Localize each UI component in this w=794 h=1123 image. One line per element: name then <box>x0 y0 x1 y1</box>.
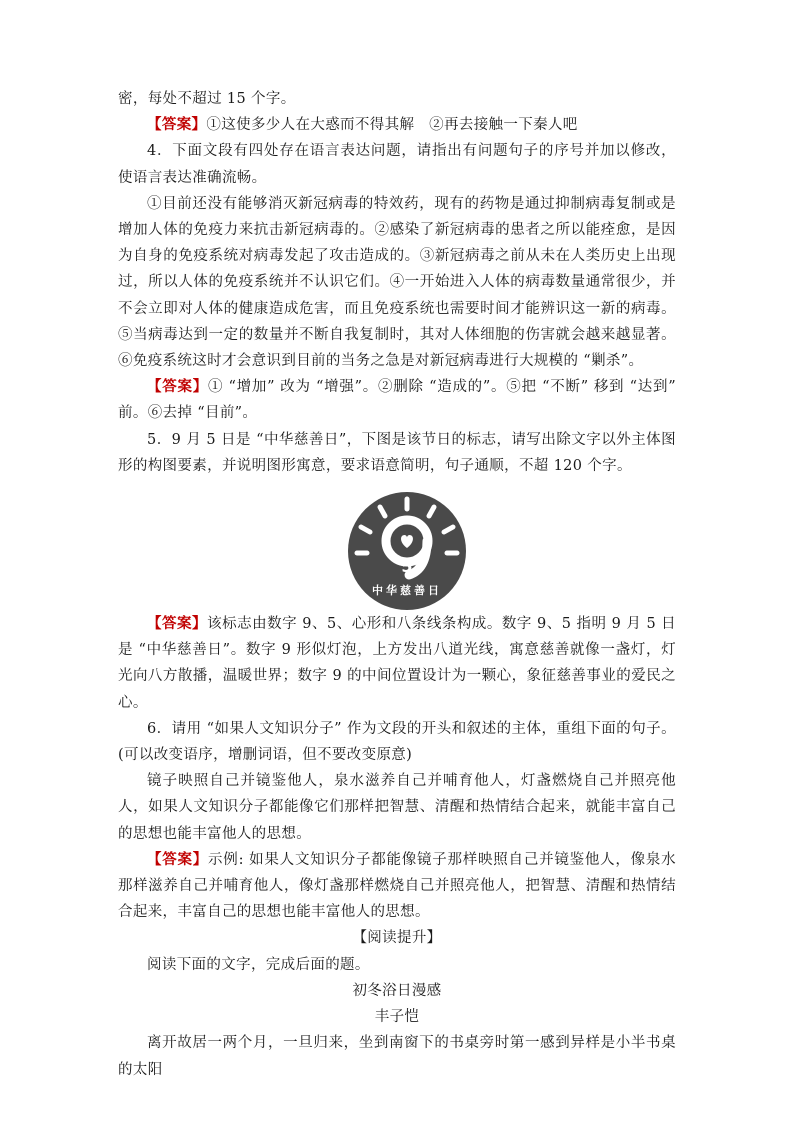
intro-line: 密，每处不超过 15 个字。 <box>118 91 296 107</box>
section-title: 【阅读提升】 <box>352 930 442 947</box>
answer-4 <box>118 374 676 426</box>
answer-3 <box>118 112 676 138</box>
answer-tag: 【答案】 <box>147 378 208 396</box>
charity-day-logo <box>347 491 467 611</box>
essay-first-line: 离开故居一两个月，一旦归来，坐到南窗下的书桌旁时第一感到异样是小半书桌的太阳 <box>118 1035 676 1078</box>
answer-6 <box>118 847 676 926</box>
question-6-passage: 镜子映照自己并镜鉴他人，泉水滋养自己并哺育他人，灯盏燃烧自己并照亮他人，如果人文知识分子都能像它们那样把智慧、清醒和热情结合起来，就能丰富自己的思想也能丰富他人的思想。 <box>118 773 676 842</box>
answer-tag: 【答案】 <box>147 850 209 868</box>
document-page <box>118 86 676 1083</box>
answer-4-text: ① “增加” 改为 “增强”。②删除 “造成的”。⑤把 “不断” 移到 “达到” 前。⑥去掉 “目前”。 <box>118 379 676 422</box>
logo-container <box>118 479 676 611</box>
essay-title: 初冬浴日漫感 <box>352 982 442 999</box>
question-4: 4．下面文段有四处存在语言表达问题，请指出有问题句子的序号并加以修改，使语言表达准确流畅。 <box>118 143 676 186</box>
answer-tag: 【答案】 <box>147 615 208 633</box>
logo-small-digit: 5 <box>401 557 413 577</box>
reading-instruction: 阅读下面的文字，完成后面的题。 <box>147 956 370 973</box>
question-5: 5．9 月 5 日是 “中华慈善日”，下图是该节日的标志，请写出除文字以外主体图形的构图要素，并说明图形寓意，要求语意简明，句子通顺，不超 120 个字。 <box>118 431 676 474</box>
logo-text: 中华慈善日 <box>372 584 442 598</box>
essay-author: 丰子恺 <box>374 1009 420 1026</box>
question-6: 6．请用 “如果人文知识分子” 作为文段的开头和叙述的主体，重组下面的句子。(可以改变语序，增删词语，但不要改变原意) <box>118 720 676 764</box>
answer-5 <box>118 611 676 716</box>
question-4-passage: ①目前还没有能够消灭新冠病毒的特效药，现有的药物是通过抑制病毒复制或是增加人体的免疫力来抗击新冠病毒的。②感染了新冠病毒的患者之所以能痊愈，是因为自身的免疫系统对病毒发起了攻击造成的。③新冠病毒之前从未在人类历史上出现过，所以人体的免疫系统并不认识它们。④一开始进入人体的病毒数量通常很少，并不会立即对人体的健康造成危害，而且免疫系统也需要时间才能辨识这一新的病毒。⑤当病毒达到一定的数量并不断自我复制时，其对人体细胞的伤害就会越来越显著。⑥免疫系统这时才会意识到目前的当务之急是对新冠病毒进行大规模的 “剿杀”。 <box>118 195 676 370</box>
answer-3-text: ①这使多少人在大惑而不得其解 ②再去接触一下秦人吧 <box>206 117 578 134</box>
answer-tag: 【答案】 <box>147 116 207 134</box>
answer-6-text: 示例: 如果人文知识分子都能像镜子那样映照自己并镜鉴他人，像泉水那样滋养自己并哺育他人，像灯盏那样燃烧自己并照亮他人，把智慧、清醒和热情结合起来，丰富自己的思想也能丰富他人的思想。 <box>118 851 676 921</box>
answer-5-text: 该标志由数字 9、5、心形和八条线条构成。数字 9、5 指明 9 月 5 日是 “中华慈善日”。数字 9 形似灯泡，上方发出八道光线，寓意慈善就像一盏灯，灯光向八方散播，温暖世界；数字 9 的中间位置设计为一颗心，象征慈善事业的爱民之心。 <box>118 616 676 711</box>
